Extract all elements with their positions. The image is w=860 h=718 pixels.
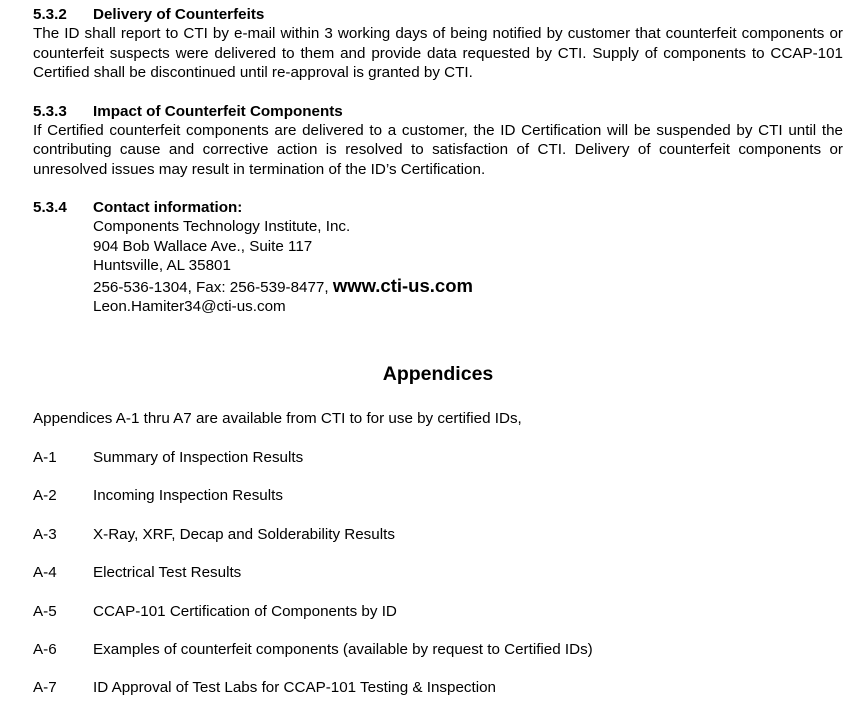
appendices-intro: Appendices A-1 thru A7 are available from CTI to for use by certified IDs, xyxy=(33,410,522,427)
section-title: Delivery of Counterfeits xyxy=(93,6,265,23)
section-body: If Certified counterfeit components are delivered to a customer, the ID Certification will be suspended by CTI until the contributing cause and corrective action is resolved to satisfaction of CTI. Delivery of counterfeit components or unresolved issues may result in termination of the ID’s Certification. xyxy=(33,121,843,178)
appendix-item xyxy=(33,487,593,525)
appendix-code: A-3 xyxy=(33,525,57,543)
appendices-list xyxy=(33,449,593,718)
section-heading xyxy=(33,5,843,24)
contact-organization: Components Technology Institute, Inc. xyxy=(93,218,351,235)
appendix-code: A-1 xyxy=(33,449,57,466)
appendix-label: CCAP-101 Certification of Components by ID xyxy=(93,602,397,620)
appendix-label: Incoming Inspection Results xyxy=(93,487,283,505)
contact-email[interactable]: Leon.Hamiter34@cti-us.com xyxy=(93,298,286,316)
section-number: 5.3.2 xyxy=(33,6,67,23)
appendix-item xyxy=(33,564,593,602)
contact-address-line-2: Huntsville, AL 35801 xyxy=(93,257,231,275)
appendix-label: ID Approval of Test Labs for CCAP-101 Testing & Inspection xyxy=(93,679,496,697)
appendix-label: Examples of counterfeit components (available by request to Certified IDs) xyxy=(93,640,593,658)
contact-address-line-1: 904 Bob Wallace Ave., Suite 117 xyxy=(93,237,313,255)
section-title: Contact information: xyxy=(93,199,243,216)
appendix-item xyxy=(33,526,593,564)
contact-website-link[interactable]: www.cti-us.com xyxy=(332,274,473,296)
section-5-3-3 xyxy=(33,102,843,180)
contact-phone-fax: 256-536-1304, Fax: 256-539-8477, xyxy=(93,278,329,296)
section-5-3-4-contact xyxy=(33,198,843,317)
contact-phone-row xyxy=(93,276,843,298)
appendix-label: Electrical Test Results xyxy=(93,564,242,582)
appendix-code: A-5 xyxy=(33,602,57,620)
section-body: The ID shall report to CTI by e-mail within 3 working days of being notified by customer that counterfeit components or counterfeit suspects were delivered to them and provide data requested by CTI. Supply of components to CCAP-101 Certified shall be discontinued until re-approval is granted by CTI. xyxy=(33,25,843,81)
appendix-code: A-6 xyxy=(33,640,57,658)
appendix-item xyxy=(33,603,593,641)
appendices-title: Appendices xyxy=(382,363,494,385)
appendix-label: Summary of Inspection Results xyxy=(93,449,304,466)
appendix-code: A-4 xyxy=(33,564,57,582)
contact-details xyxy=(93,217,843,317)
section-heading xyxy=(33,102,843,121)
section-heading xyxy=(33,198,843,217)
appendix-item xyxy=(33,449,593,487)
appendix-item xyxy=(33,641,593,679)
appendix-code: A-7 xyxy=(33,679,57,697)
appendix-code: A-2 xyxy=(33,487,57,505)
section-number: 5.3.4 xyxy=(33,199,67,216)
section-number: 5.3.3 xyxy=(33,102,67,120)
appendix-label: X-Ray, XRF, Decap and Solderability Results xyxy=(93,525,395,543)
section-title: Impact of Counterfeit Components xyxy=(93,102,343,120)
appendix-item xyxy=(33,679,593,717)
section-5-3-2 xyxy=(33,5,843,83)
document-page xyxy=(33,5,843,697)
